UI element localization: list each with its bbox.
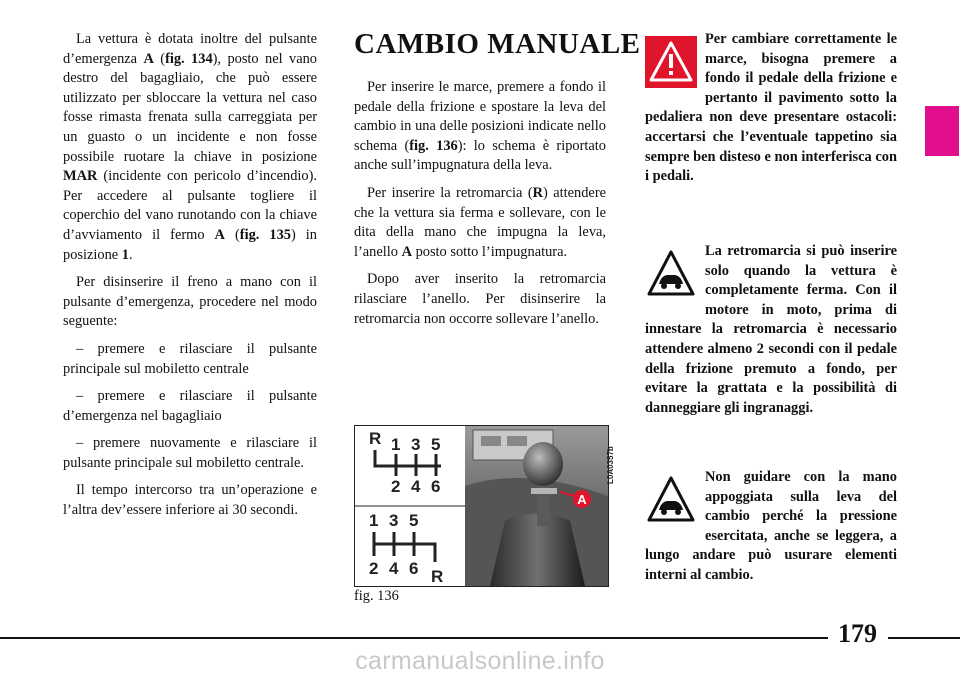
gear-label: R	[431, 567, 444, 586]
text-run: La vettura è dotata inoltre del pulsante d’emergenza	[63, 31, 317, 67]
gear-label: 3	[389, 511, 399, 530]
gear-label: 5	[431, 435, 441, 454]
watermark: carmanualsonline.info	[355, 647, 605, 675]
chapter-tab	[925, 106, 959, 156]
page-number: 179	[838, 619, 877, 648]
warning-text: Non guidare con la mano appoggiata sulla leva del cambio perché la pressione esercitata, anche se leggera, a lungo andare può usurare elementi interni al cambio.	[645, 469, 897, 583]
step-2: – premere e rilasciare il pulsante d’emergenza nel bagagliaio	[63, 388, 317, 424]
gear-label: 1	[391, 435, 401, 454]
warning-triangle-icon	[645, 36, 697, 88]
text-run: ) in posizione	[63, 226, 317, 263]
section-title: CAMBIO MANUALE	[354, 28, 641, 60]
car-caution-icon	[645, 474, 697, 526]
gear-label: 4	[411, 477, 421, 496]
text-run: Per inserire le marce, premere a fondo il pedale della frizione e spostare la leva del cambio in una delle posizioni indicate nello schema (	[354, 79, 606, 154]
figure-caption: fig. 136	[354, 588, 399, 604]
gear-label: 3	[411, 435, 421, 454]
gear-label: R	[369, 429, 382, 448]
text-run: (	[224, 226, 240, 243]
figure-136	[354, 425, 609, 587]
gear-label: 6	[409, 559, 419, 578]
ref-a: A	[401, 243, 412, 260]
footer-rule-right	[888, 637, 960, 639]
svg-text:L0A0357b: L0A0357b	[606, 446, 615, 484]
left-column	[63, 30, 317, 529]
gear-label: 1	[369, 511, 379, 530]
paragraph-emergency-button	[63, 30, 317, 265]
text-run: ): lo schema è riportato anche sull’impugnatura della leva.	[354, 137, 606, 174]
warning-text: La retromarcia si può inserire solo quando la vettura è completamente ferma. Con il motore in moto, prima di innestare la retromarcia è necessario attendere almeno 2 secondi con il pedale della frizione premuto a fondo, per evitare la grattata e la possibilità di danneggiare gli ingranaggi.	[645, 243, 897, 416]
text-run: ) attendere che la vettura sia ferma e sollevare, con le dita della mano che impugna la leva, l’anello	[354, 184, 606, 260]
paragraph-timing: Il tempo intercorso tra un’operazione e l’altra dev’essere inferiore ai 30 secondi.	[63, 482, 317, 519]
paragraph-procedure-intro: Per disinserire il freno a mano con il pulsante d’emergenza, procedere nel modo seguente:	[63, 274, 317, 330]
ref-1: 1	[121, 246, 129, 263]
step-3: – premere nuovamente e rilasciare il pulsante principale sul mobiletto centrale.	[63, 435, 317, 471]
footer-rule-left	[0, 637, 828, 639]
warning-reverse	[645, 242, 897, 418]
step-1: – premere e rilasciare il pulsante principale sul mobiletto centrale	[63, 340, 317, 377]
ref-mar: MAR	[63, 168, 98, 185]
text-run: (incidente con pericolo d’incendio). Per accedere al pulsante togliere il coperchio del vano runotando con la chiave d’avviamento il fermo	[63, 168, 317, 243]
warning-clutch	[645, 30, 897, 187]
ref-a: A	[214, 226, 225, 243]
paragraph-release-ring: Dopo aver inserito la retromarcia rilasciare l’anello. Per disinserire la retromarcia non occorre sollevare l’anello.	[354, 271, 606, 327]
fig-ref: fig. 135	[239, 226, 291, 243]
fig-ref: fig. 136	[409, 137, 458, 154]
text-run: Per inserire la retromarcia (	[367, 184, 533, 201]
ref-r: R	[532, 184, 544, 201]
gear-label: 5	[409, 511, 419, 530]
text-run: ), posto nel vano destro del bagagliaio, che può essere utilizzato per sbloccare la vettura nel caso fosse rimasta frenata sulla carreggiata per un guasto o un incidente e non fosse possibile ruotare la chiave in posizione	[63, 50, 317, 165]
gearbox-illustration	[355, 426, 608, 586]
car-caution-icon	[645, 248, 697, 300]
gear-label: 2	[391, 477, 401, 496]
paragraph-reverse	[354, 184, 606, 262]
middle-column	[354, 78, 606, 337]
paragraph-gears	[354, 78, 606, 176]
gear-knob	[523, 442, 563, 486]
text-run: (	[153, 50, 166, 67]
gear-label: 6	[431, 477, 441, 496]
fig-ref: fig. 134	[165, 50, 213, 67]
text-run: .	[128, 246, 133, 263]
callout-a-label: A	[577, 492, 587, 507]
gear-label: 4	[389, 559, 399, 578]
ref-a: A	[143, 50, 154, 67]
gear-label: 2	[369, 559, 379, 578]
warning-hand-on-lever	[645, 468, 897, 586]
text-run: posto sotto l’impugnatura.	[411, 243, 568, 260]
warning-text: Per cambiare correttamente le marce, bisogna premere a fondo il pedale della frizione e pertanto il pavimento sotto la pedaliera non deve presentare ostacoli: accertarsi che l’eventuale tappetino sia sempre ben disteso e non interferisca con i pedali.	[645, 31, 897, 185]
figure-code	[604, 426, 616, 486]
